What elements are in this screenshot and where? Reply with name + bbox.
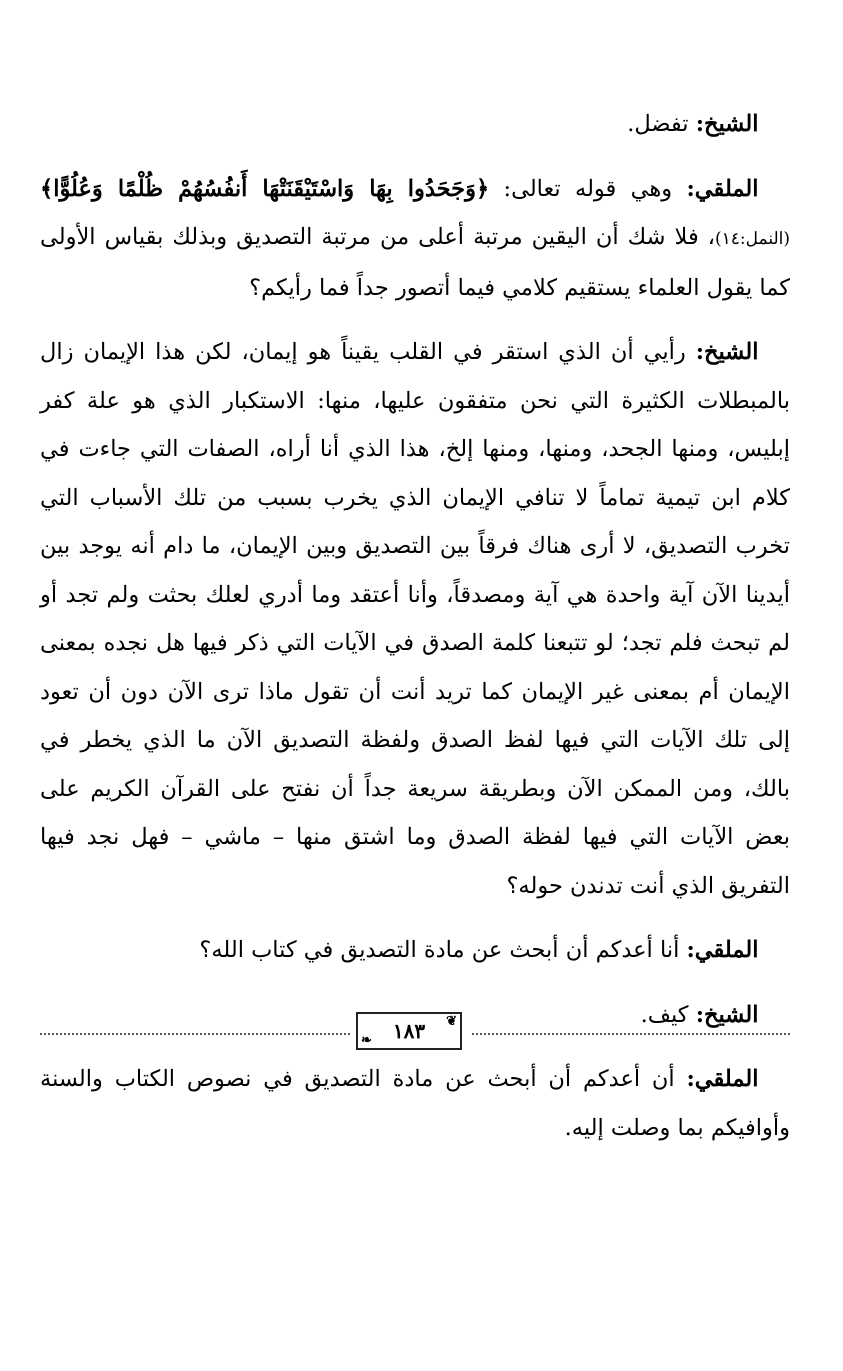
paragraph: [40, 926, 790, 975]
paragraph-text: أنا أعدكم أن أبحث عن مادة التصديق في كتاب الله؟: [199, 937, 687, 963]
paragraph: [40, 100, 790, 149]
ornament-icon: ❧: [361, 1033, 372, 1048]
paragraph-text: تفضل.: [627, 111, 696, 137]
quran-close-bracket: ﴾: [40, 175, 54, 202]
paragraph: [40, 165, 790, 313]
paragraph-text: ، فلا شك أن اليقين مرتبة أعلى من مرتبة التصديق وبذلك بقياس الأولى كما يقول العلماء يستقيم كلامي فيما أتصور جداً فما رأيكم؟: [40, 224, 790, 301]
page-footer: [40, 1010, 790, 1054]
paragraph-text: أن أعدكم أن أبحث عن مادة التصديق في نصوص الكتاب والسنة وأوافيكم بما وصلت إليه.: [40, 1066, 790, 1141]
paragraph: [40, 1055, 790, 1152]
paragraph: [40, 328, 790, 910]
quran-verse: وَجَحَدُوا بِهَا وَاسْتَيْقَنَتْهَا أَنفُسُهُمْ ظُلْمًا وَعُلُوًّا: [53, 175, 476, 202]
ornament-icon: ❦: [446, 1014, 457, 1029]
paragraph-text: رأيي أن الذي استقر في القلب يقيناً هو إيمان، لكن هذا الإيمان زال بالمبطلات الكثيرة التي نحن متفقون عليها، منها: الاستكبار الذي هو علة كفر إبليس، ومنها الجحد، ومنها، ومنها إلخ، هذا الذي أنا أراه، الصفات التي جاءت في كلام ابن تيمية تماماً لا تنافي الإيمان الذي يخرب بسبب من تلك الأسباب التي تخرب التصديق، لا أرى هناك فرقاً بين التصديق وبين الإيمان، ما دام أنه يوجد بين أيدينا الآن آية واحدة هي آية ومصدقاً، وأنا أعتقد وما أدري لعلك بحثت ولم تجد أو لم تبحث فلم تجد؛ لو تتبعنا كلمة الصدق في الآيات التي ذكر فيها هل نجده بمعنى الإيمان أم بمعنى غير الإيمان كما تريد أنت أن تقول ماذا ترى الآن دون أن تعود إلى تلك الآيات التي فيها لفظ الصدق ولفظة التصديق الآن ما الذي يخطر في بالك، ومن الممكن الآن وبطريقة سريعة جداً أن نفتح على القرآن الكريم على بعض الآيات التي فيها لفظة الصدق وما اشتق منها – ماشي – فهل نجد فيها التفريق الذي أنت تدندن حوله؟: [40, 339, 790, 899]
page-number: ١٨٣: [392, 1019, 426, 1043]
footer-rule-right: [472, 1033, 790, 1035]
page-body: [40, 100, 790, 1168]
speaker-label: الملقي:: [686, 175, 759, 202]
paragraph-text: وهي قوله تعالى:: [489, 175, 687, 202]
speaker-label: الملقي:: [686, 1066, 759, 1092]
speaker-label: الملقي:: [686, 937, 759, 963]
page-number-box: [356, 1012, 462, 1050]
speaker-label: الشيخ:: [695, 339, 759, 365]
quran-open-bracket: ﴿: [475, 175, 490, 202]
speaker-label: الشيخ:: [695, 1001, 759, 1028]
paragraph-text: كيف.: [640, 1001, 696, 1028]
speaker-label: الشيخ:: [695, 111, 759, 137]
verse-reference: (النمل:١٤): [714, 229, 790, 249]
footer-rule-left: [40, 1033, 350, 1035]
